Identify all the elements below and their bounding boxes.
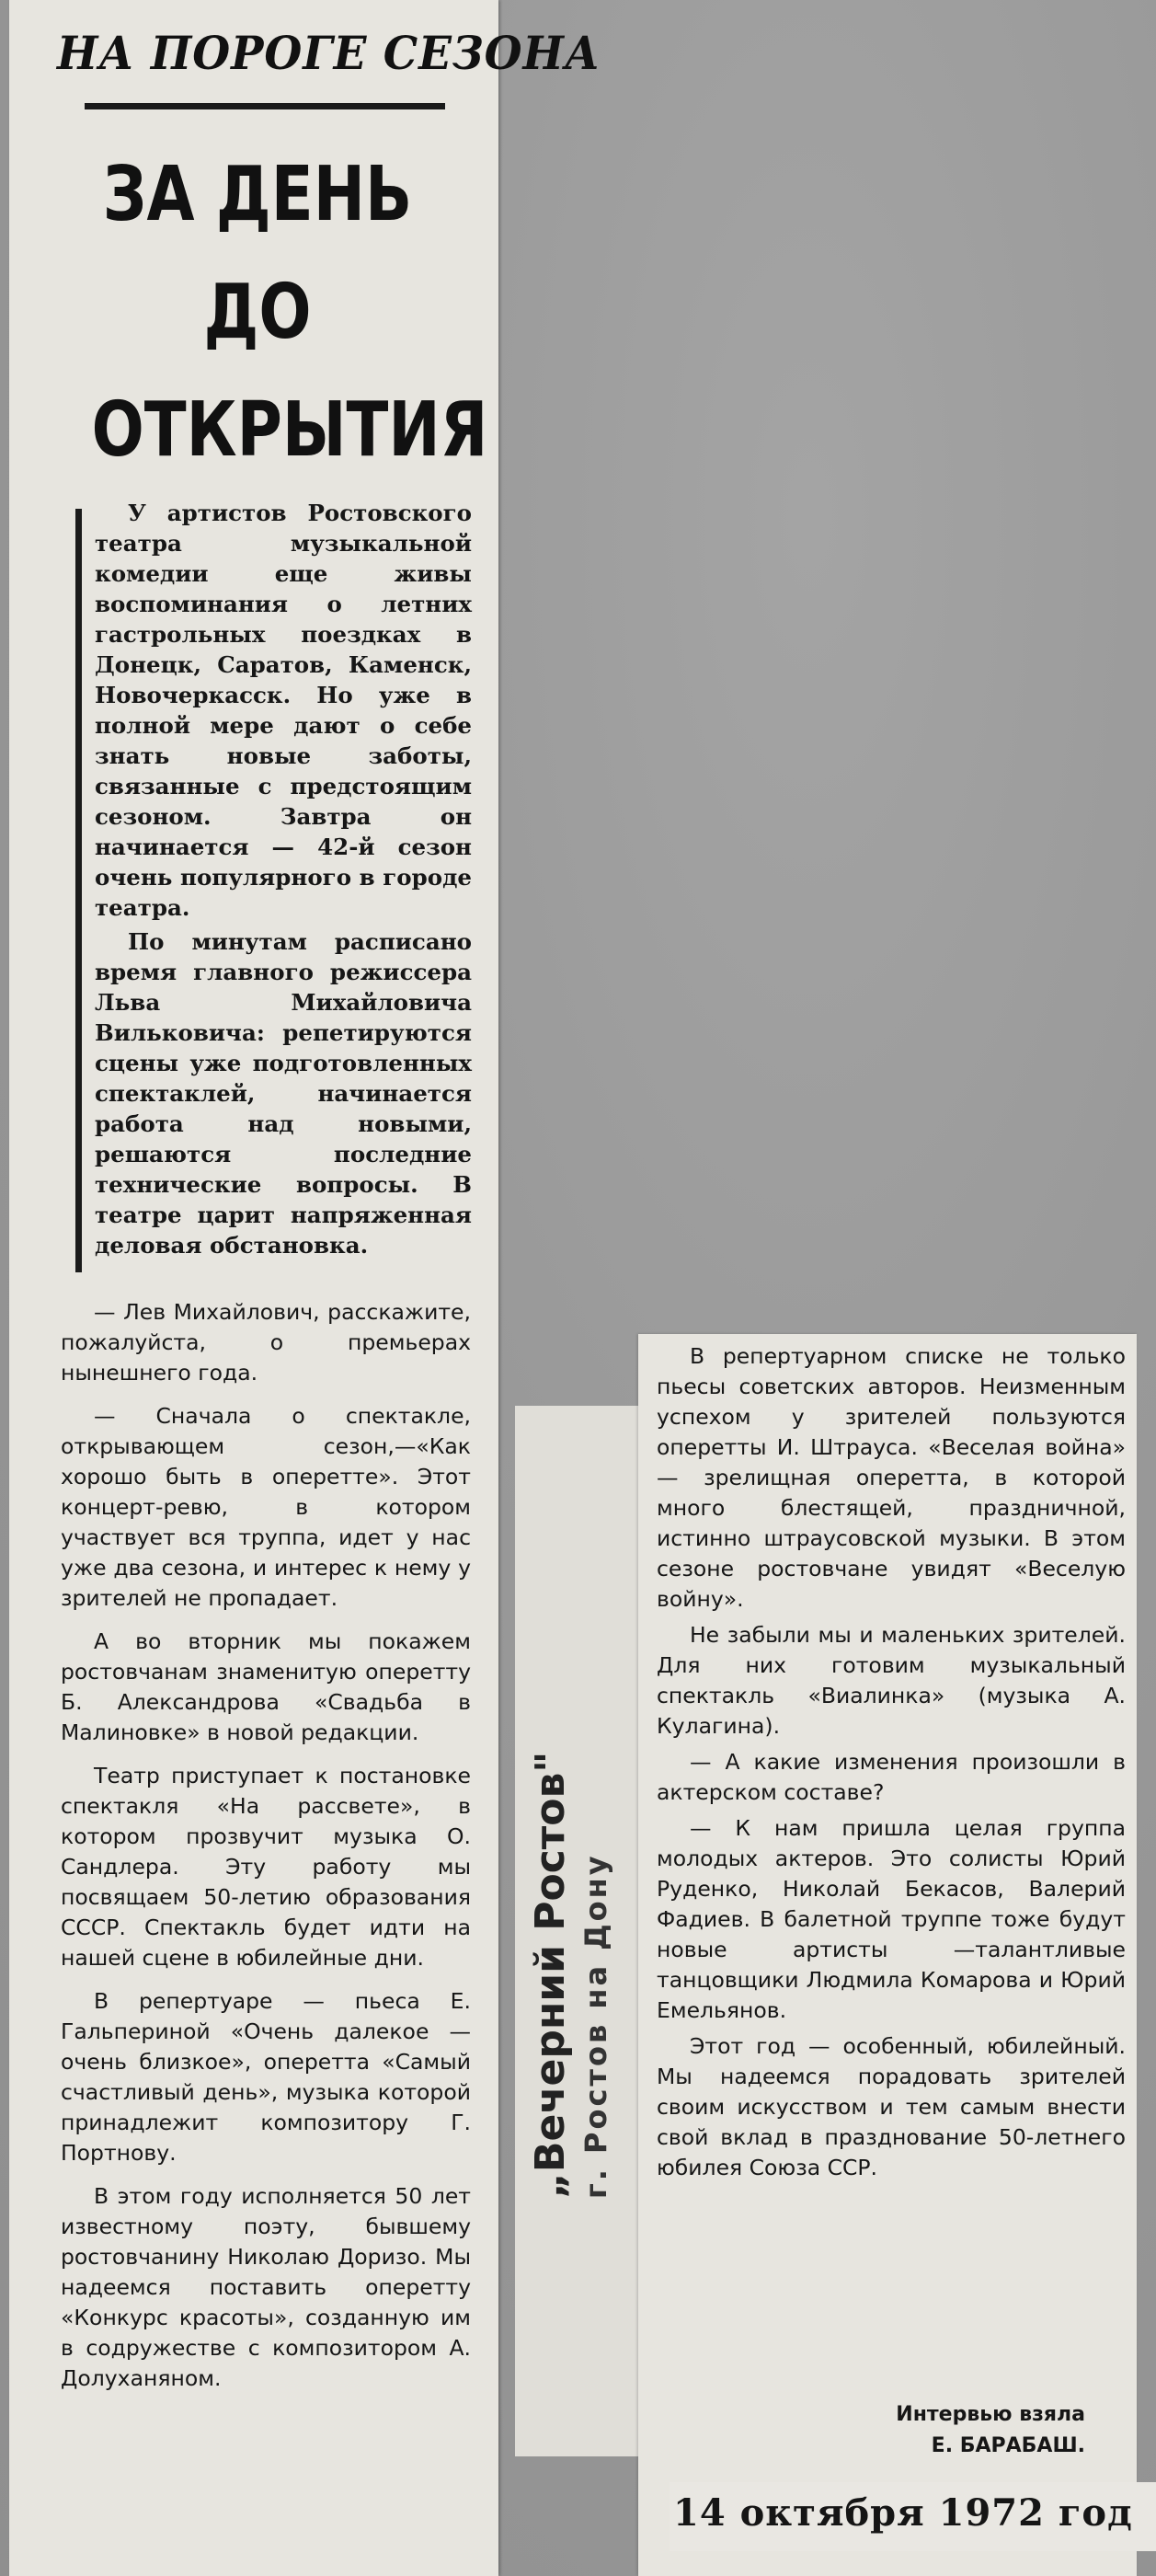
- body-right-paragraph-3: — А какие изменения произошли в актерском составе?: [657, 1749, 1126, 1805]
- body-left-paragraph-4: Театр приступает к постановке спектакля «На рассвете», в котором прозвучит музыка О. Сандлера. Эту работу мы посвящаем 50-летию образования СССР. Спектакль будет идти на нашей сцене в юбилейные дни.: [61, 1763, 471, 1971]
- body-left-paragraph-1: — Лев Михайлович, расскажите, пожалуйста, о премьерах нынешнего года.: [61, 1299, 471, 1386]
- lead-side-bar: [75, 509, 82, 1272]
- rubric-rule: [85, 103, 445, 109]
- body-left-paragraph-6: В этом году исполняется 50 лет известному поэту, бывшему ростовчанину Николаю Доризо. Мы надеемся поставить оперетту «Конкурс красоты», созданную им в содружестве с композитором А. Долуханяном.: [61, 2183, 471, 2391]
- body-right-paragraph-5: Этот год — особенный, юбилейный. Мы надеемся порадовать зрителей своим искусством и тем самым внести свой вклад в празднование 50-летнего юбилея Союза ССР.: [657, 2033, 1126, 2180]
- signature: [809, 2399, 1085, 2462]
- signature-line-2: Е. БАРАБАШ.: [931, 2434, 1085, 2457]
- body-right-paragraph-2: Не забыли мы и маленьких зрителей. Для них готовим музыкальный спектакль «Виалинка» (музыка А. Кулагина).: [657, 1622, 1126, 1739]
- headline: [91, 136, 488, 489]
- headline-line-3: ОТКРЫТИЯ: [91, 386, 488, 474]
- masthead: [526, 1647, 627, 2199]
- rubric: НА ПОРОГЕ СЕЗОНА: [57, 26, 601, 80]
- body-right-column: [657, 1341, 1126, 2189]
- lead-paragraphs: [95, 498, 472, 1260]
- body-left-paragraph-3: А во вторник мы покажем ростовчанам знаменитую оперетту Б. Александрова «Свадьба в Малиновке» в новой редакции.: [61, 1628, 471, 1745]
- lead-paragraph-2: По минутам расписано время главного режиссера Льва Михайловича Вильковича: репетируются сцены уже подготовленных спектаклей, начинается работа над новыми, решаются последние технические вопросы. В театре царит напряженная деловая обстановка.: [95, 928, 472, 1259]
- masthead-title: „Вечерний Ростов": [527, 1751, 574, 2199]
- lead-paragraph-1: У артистов Ростовского театра музыкальной комедии еще живы воспоминания о летних гастрольных поездках в Донецк, Саратов, Каменск, Новочеркасск. Но уже в полной мере дают о себе знать новые заботы, связанные с предстоящим сезоном. Завтра он начинается — 42-й сезон очень популярного в городе театра.: [95, 500, 472, 921]
- body-left-column: [61, 1297, 471, 2407]
- body-left-paragraph-5: В репертуаре — пьеса Е. Гальпериной «Очень далекое — очень близкое», оперетта «Самый счастливый день», музыка которой принадлежит композитору Г. Портнову.: [61, 1988, 471, 2166]
- body-right-paragraph-1: В репертуарном списке не только пьесы советских авторов. Неизменным успехом у зрителей пользуются оперетты И. Штрауса. «Веселая война» — зрелищная оперетта, в которой много блестящей, праздничной, истинно штраусовской музыки. В этом сезоне ростовчане увидят «Веселую войну».: [657, 1343, 1126, 1612]
- headline-line-1: ЗА ДЕНЬ: [102, 151, 413, 238]
- body-left-paragraph-2: — Сначала о спектакле, открывающем сезон,—«Как хорошо быть в оперетте». Этот концерт-ревю, в котором участвует вся труппа, идет у нас уже два сезона, и интерес к нему у зрителей не пропадает.: [61, 1403, 471, 1611]
- signature-line-1: Интервью взяла: [896, 2403, 1085, 2426]
- body-right-paragraph-4: — К нам пришла целая группа молодых актеров. Это солисты Юрий Руденко, Николай Бекасов, Валерий Фадиев. В балетной труппе тоже будут новые артисты —талантливые танцовщики Людмила Комарова и Юрий Емельянов.: [657, 1815, 1126, 2023]
- date-label: 14 октября 1972 год: [673, 2491, 1133, 2535]
- headline-line-2: ДО: [203, 269, 312, 356]
- masthead-city: г. Ростов на Дону: [578, 1853, 613, 2199]
